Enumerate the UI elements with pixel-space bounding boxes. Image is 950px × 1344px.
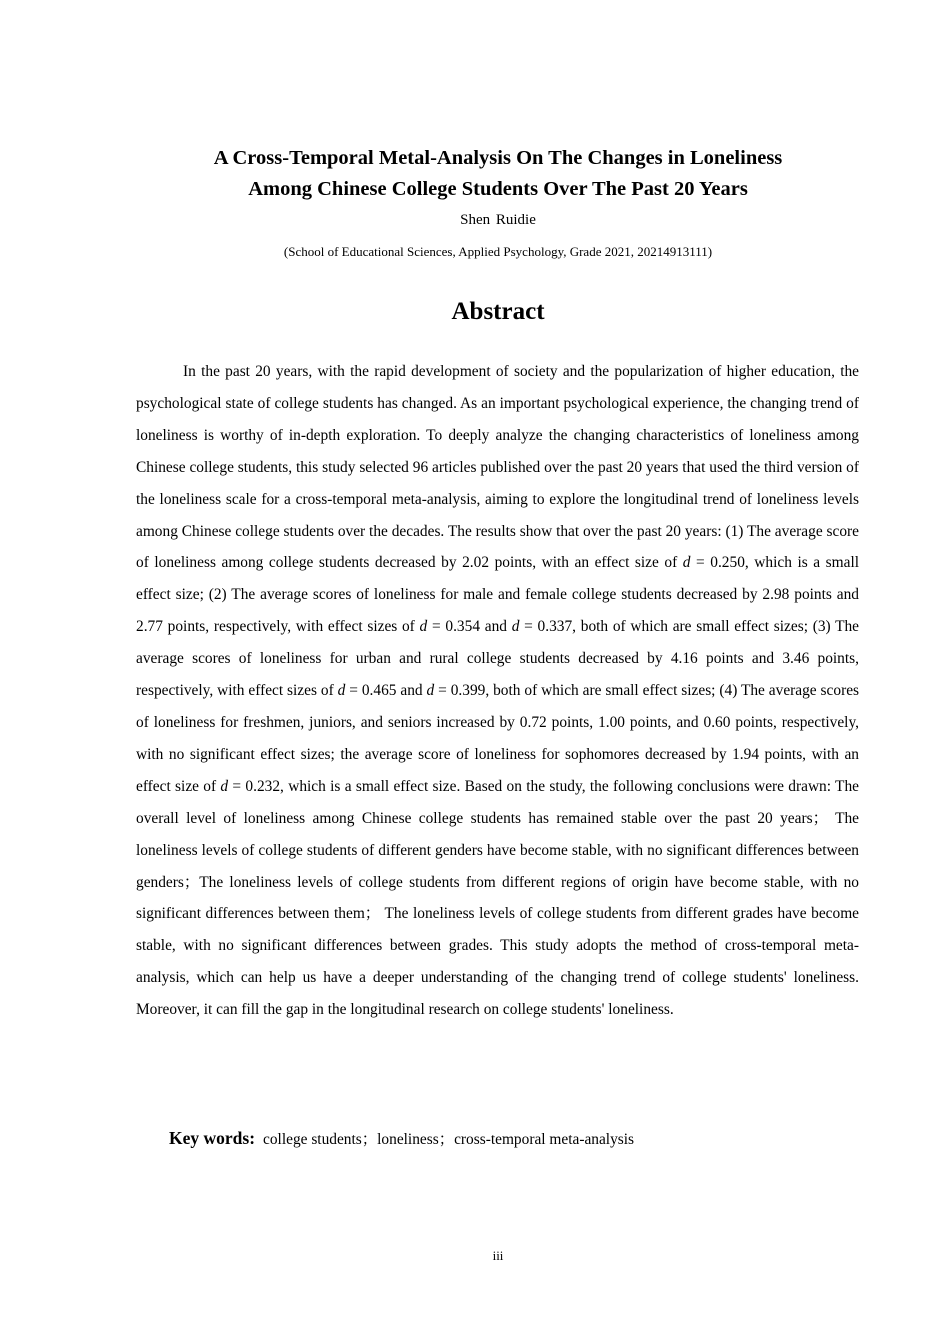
effect-size-symbol: d xyxy=(426,682,435,700)
paper-title-line-2: Among Chinese College Students Over The Past 20 Years xyxy=(248,178,748,200)
keywords-label: Key words: xyxy=(169,1128,256,1148)
effect-size-symbol: d xyxy=(337,682,346,700)
effect-size-symbol: d xyxy=(511,618,520,636)
abstract-paragraph xyxy=(136,356,859,1026)
effect-size-symbol: d xyxy=(419,618,428,636)
page-number: iii xyxy=(492,1248,504,1263)
abstract-text: = 0.354 and xyxy=(427,618,512,636)
abstract-text: = 0.250, which is a small effect size; (2) The average scores of loneliness for male and female college students decreased by 2.98 points and 2.77 points, respectively, with effect sizes of xyxy=(136,554,860,636)
abstract-heading: Abstract xyxy=(451,298,545,325)
paper-title xyxy=(100,143,896,205)
abstract-text: = 0.399, both of which are small effect sizes; (4) The average scores of loneliness for freshmen, juniors, and seniors increased by 0.72 points, 1.00 points, and 0.60 points, respectively, with no significant effect sizes; the average score of loneliness for sophomores decreased by 1.94 points, with an effect size of xyxy=(136,682,860,795)
paper-title-line-1: A Cross-Temporal Metal-Analysis On The Changes in Loneliness xyxy=(213,147,783,169)
abstract-text: = 0.337, both of which are small effect sizes; (3) The average scores of loneliness for urban and rural college students decreased by 4.16 points and 3.46 points, respectively, with effect sizes of xyxy=(136,618,860,700)
author-name: Shen Ruidie xyxy=(460,212,536,228)
keywords-text: college students；loneliness；cross-temporal meta-analysis xyxy=(263,1131,635,1148)
abstract-text: = 0.232, which is a small effect size. Based on the study, the following conclusions were drawn: The overall level of loneliness among Chinese college students has remained stable over the past 20 years； The loneliness levels of college students of different genders have become stable, with no significant differences between genders；The loneliness levels of college students from different regions of origin have become stable, with no significant differences between them； The loneliness levels of college students from different grades have become stable, with no significant differences between grades. This study adopts the method of cross-temporal meta-analysis, which can help us have a deeper understanding of the changing trend of college students' loneliness. Moreover, it can fill the gap in the longitudinal research on college students' loneliness. xyxy=(136,777,859,1019)
author-affiliation: (School of Educational Sciences, Applied Psychology, Grade 2021, 20214913111) xyxy=(283,244,713,259)
effect-size-symbol: d xyxy=(682,554,691,572)
abstract-text: In the past 20 years, with the rapid development of society and the popularization of higher education, the psychological state of college students has changed. As an important psychological experience, the changing trend of loneliness is worthy of in-depth exploration. To deeply analyze the changing characteristics of loneliness among Chinese college students, this study selected 96 articles published over the past 20 years that used the third version of the loneliness scale for a cross-temporal meta-analysis, aiming to explore the longitudinal trend of loneliness levels among Chinese college students over the decades. The results show that over the past 20 years: (1) The average score of loneliness among college students decreased by 2.02 points, with an effect size of xyxy=(136,363,859,572)
effect-size-symbol: d xyxy=(220,777,229,795)
abstract-text: = 0.465 and xyxy=(345,682,427,700)
keywords-line xyxy=(169,1125,634,1153)
